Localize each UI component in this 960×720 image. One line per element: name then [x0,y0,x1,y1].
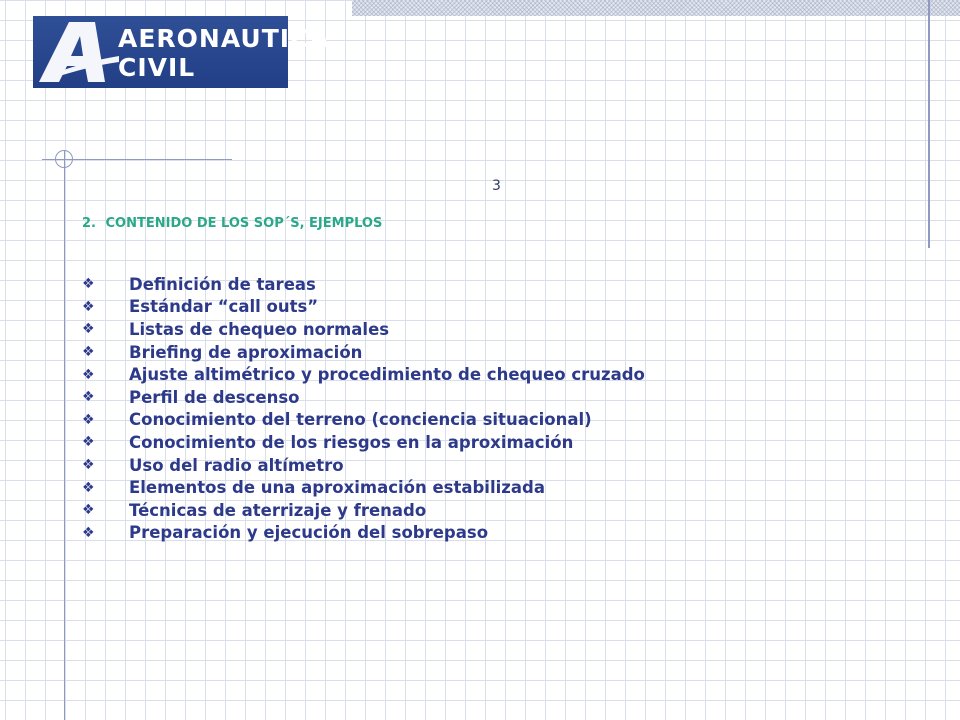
list-item-label: Preparación y ejecución del sobrepaso [129,523,489,543]
list-item-label: Perfil de descenso [129,387,300,407]
diamond-bullet-icon: ❖ [82,276,95,293]
diamond-bullet-icon: ❖ [82,298,95,315]
list-item [82,522,645,545]
list-item [82,363,645,386]
section-number: 2. [82,216,96,231]
list-item [82,476,645,499]
list-item-label: Ajuste altimétrico y procedimiento de chequeo cruzado [129,365,645,385]
top-decorative-band [352,0,960,16]
page-number: 3 [492,178,501,194]
list-item-label: Conocimiento del terreno (conciencia situacional) [129,410,592,430]
logo-text [118,24,330,82]
list-item [82,386,645,409]
logo-text-line2: CIVIL [118,53,196,82]
list-item [82,409,645,432]
diamond-bullet-icon: ❖ [82,411,95,428]
list-item-label: Técnicas de aterrizaje y frenado [129,500,427,520]
list-item-label: Conocimiento de los riesgos en la aproximación [129,432,574,452]
diamond-bullet-icon: ❖ [82,524,95,541]
list-item [82,454,645,477]
list-item-label: Elementos de una aproximación estabilizada [129,478,545,498]
list-item-label: Estándar “call outs” [129,297,319,317]
section-heading [82,216,382,231]
diamond-bullet-icon: ❖ [82,366,95,383]
list-item [82,341,645,364]
list-item-label: Briefing de aproximación [129,342,363,362]
right-vertical-rule [928,0,930,248]
list-item-label: Uso del radio altímetro [129,455,344,475]
diamond-bullet-icon: ❖ [82,434,95,451]
crosshair-vertical-line [64,150,65,720]
diamond-bullet-icon: ❖ [82,479,95,496]
list-item [82,499,645,522]
diamond-bullet-icon: ❖ [82,457,95,474]
logo-text-line1: AERONAUTICA [118,24,330,53]
list-item [82,318,645,341]
diamond-bullet-icon: ❖ [82,344,95,361]
list-item [82,431,645,454]
diamond-bullet-icon: ❖ [82,389,95,406]
list-item [82,273,645,296]
diamond-bullet-icon: ❖ [82,321,95,338]
aeronautica-civil-logo [33,16,330,88]
list-item-label: Listas de chequeo normales [129,319,390,339]
list-item [82,296,645,319]
diamond-bullet-icon: ❖ [82,502,95,519]
crosshair-circle-icon [55,150,73,168]
list-item-label: Definición de tareas [129,274,316,294]
sop-content-list [82,273,645,544]
a-letter-logo-icon [33,16,123,88]
section-title: CONTENIDO DE LOS SOP´S, EJEMPLOS [105,216,383,231]
